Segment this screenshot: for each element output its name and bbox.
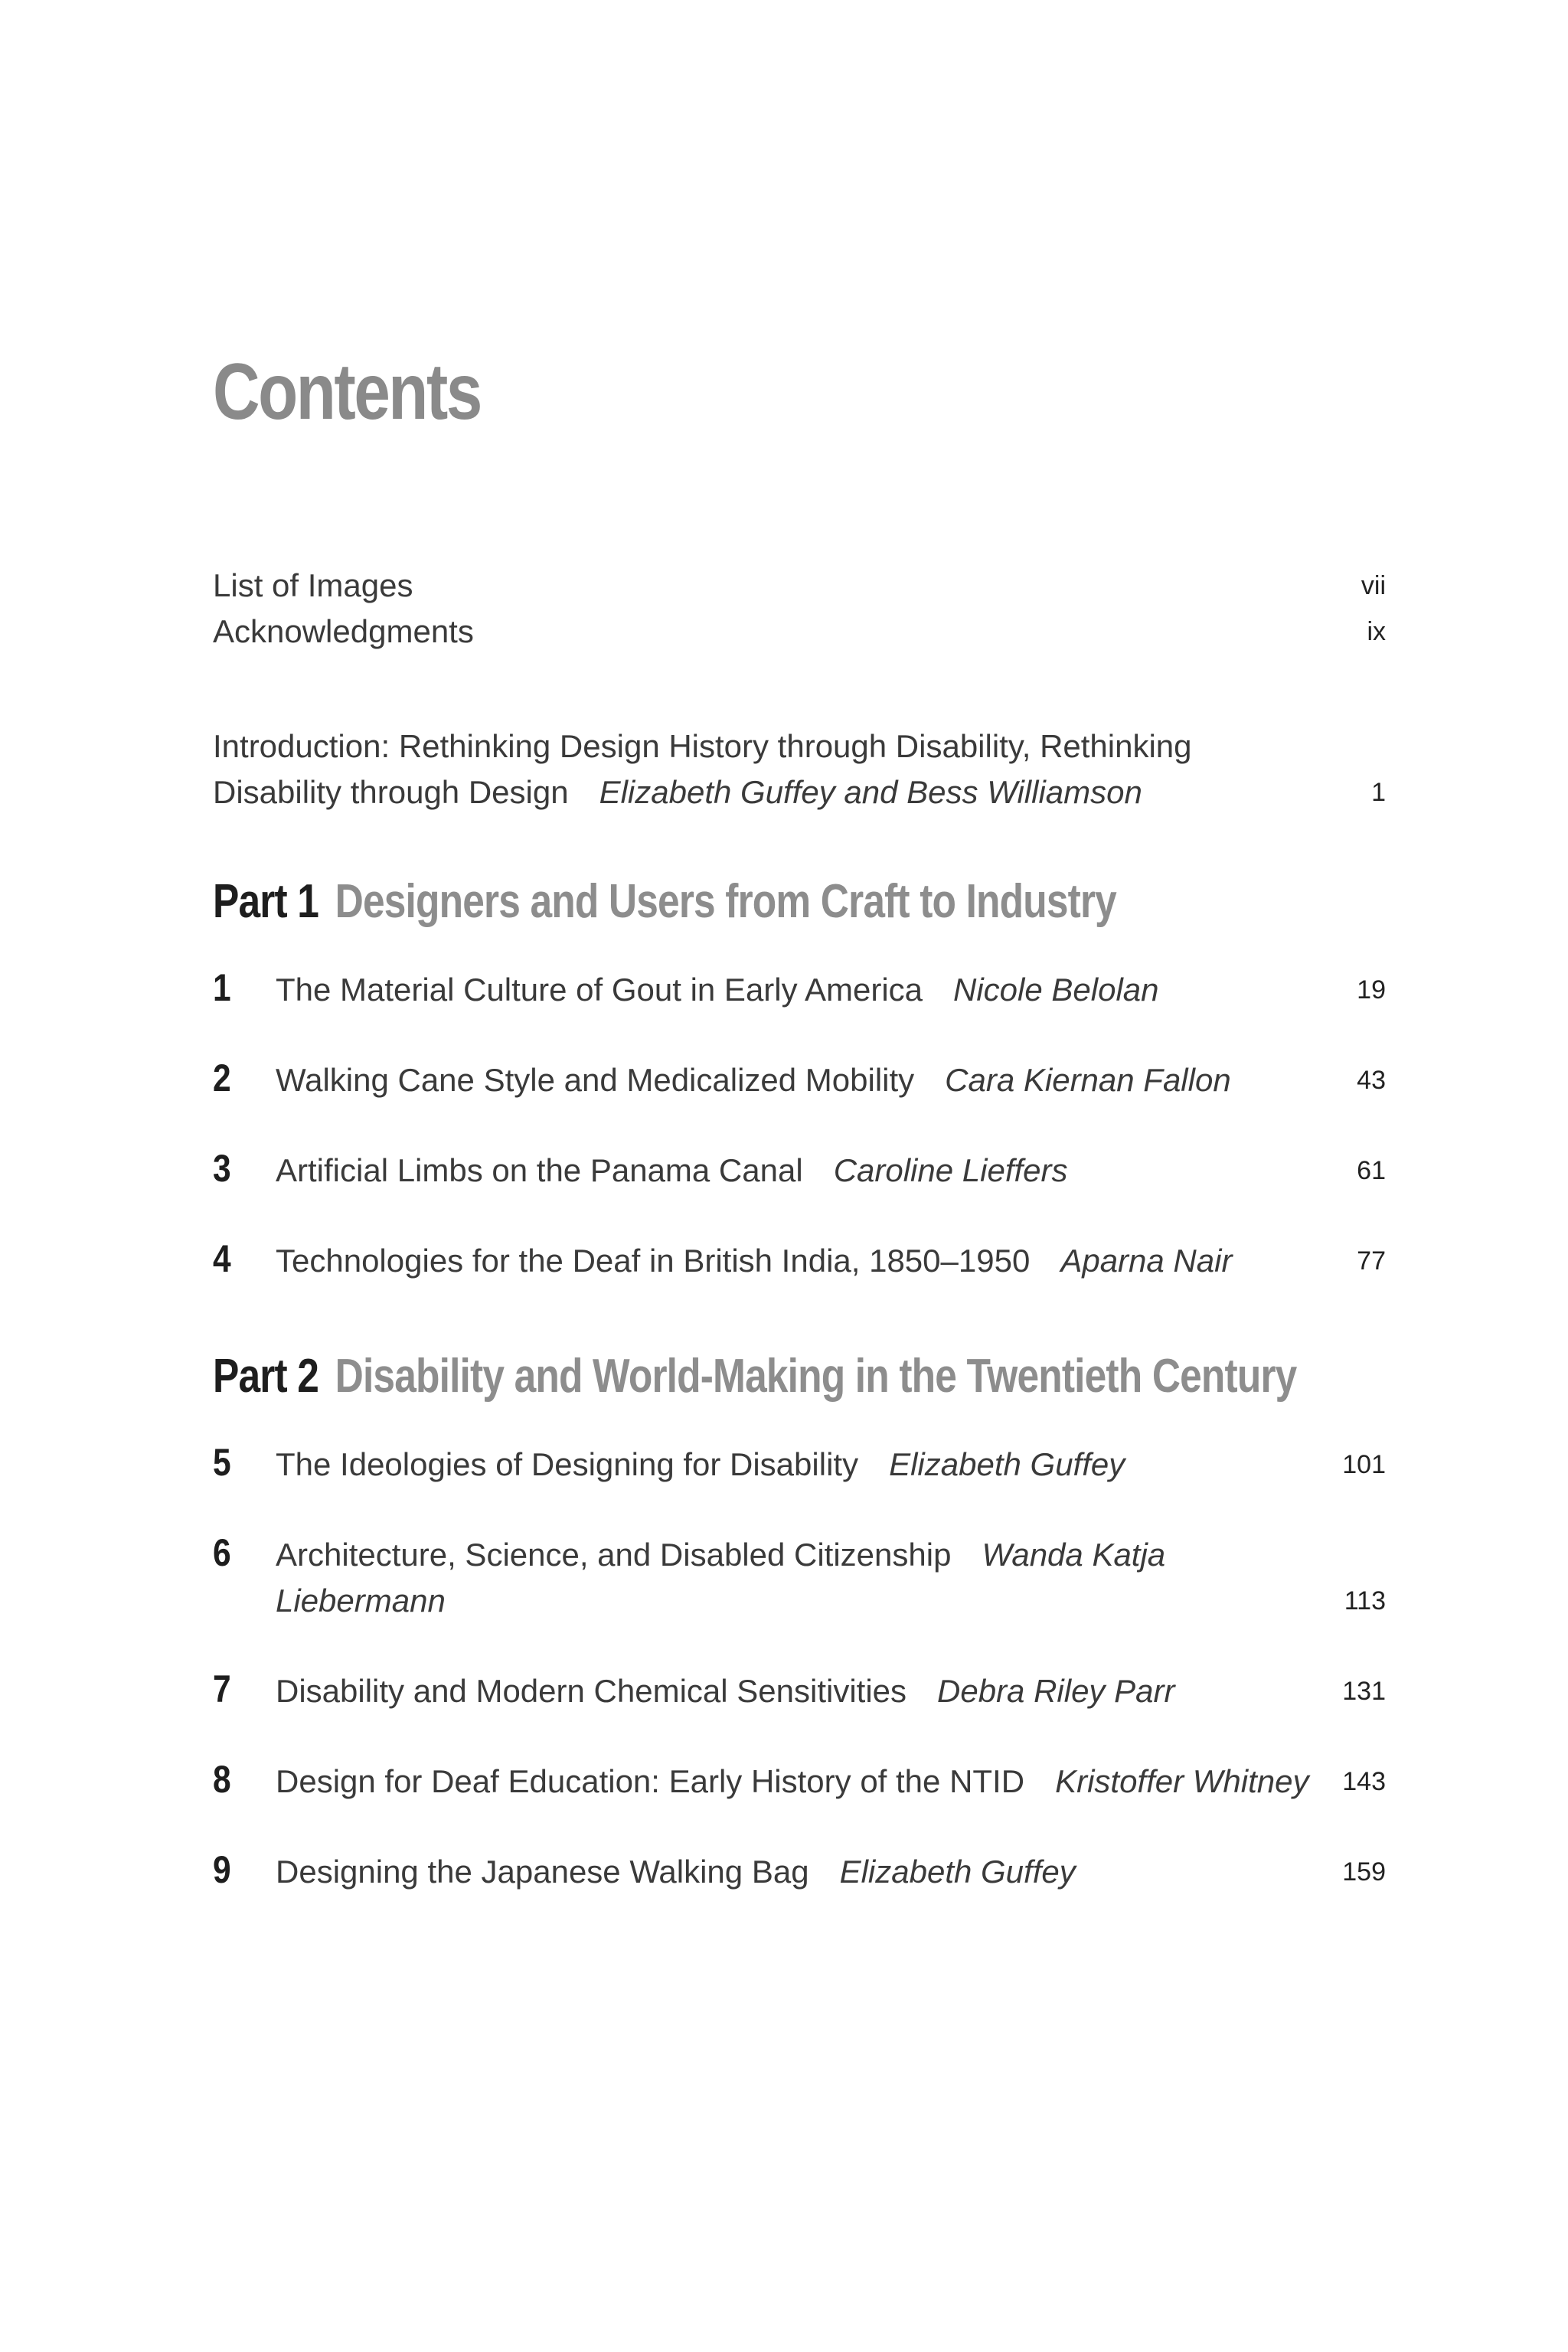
page-number: ix [1367,617,1386,646]
page-number: 101 [1342,1450,1386,1479]
toc-entry-chapter-3[interactable] [276,1148,1068,1194]
introduction-author: Elizabeth Guffey and Bess Williamson [599,774,1142,810]
page-number: 131 [1342,1677,1386,1706]
chapter-author: Kristoffer Whitney [1055,1763,1309,1799]
chapter-number: 8 [213,1758,231,1801]
part-heading-2 [213,1346,1296,1407]
toc-entry-chapter-4[interactable] [276,1238,1232,1284]
introduction-title-line2: Disability through Design [213,774,569,810]
toc-entry-list-of-images[interactable]: List of Images [213,567,413,603]
chapter-title: The Material Culture of Gout in Early America [276,972,923,1008]
toc-entry-chapter-1[interactable] [276,967,1159,1013]
part-heading-1 [213,871,1116,933]
toc-entry-chapter-9[interactable] [276,1849,1076,1895]
toc-entry-chapter-6-cont[interactable] [276,1578,446,1624]
toc-entry-chapter-7[interactable] [276,1668,1174,1714]
page-number: vii [1361,571,1386,600]
toc-entry-introduction-cont[interactable] [213,769,1142,815]
chapter-title: Walking Cane Style and Medicalized Mobility [276,1062,915,1098]
chapter-author: Elizabeth Guffey [839,1854,1076,1890]
chapter-title: Artificial Limbs on the Panama Canal [276,1152,803,1188]
chapter-author: Debra Riley Parr [937,1673,1175,1709]
chapter-author: Aparna Nair [1060,1243,1233,1279]
toc-entry-chapter-2[interactable] [276,1057,1231,1103]
chapter-title: Architecture, Science, and Disabled Citizenship [276,1537,952,1573]
page-number: 19 [1357,975,1386,1004]
page-number: 159 [1342,1857,1386,1886]
toc-entry-chapter-5[interactable] [276,1442,1125,1488]
chapter-title: Disability and Modern Chemical Sensitivities [276,1673,907,1709]
chapter-author: Caroline Lieffers [833,1152,1068,1188]
chapter-author: Elizabeth Guffey [889,1446,1125,1482]
page-number: 113 [1344,1586,1386,1615]
chapter-author-cont: Liebermann [276,1583,446,1619]
chapter-number: 4 [213,1237,231,1280]
page-number: 143 [1342,1767,1386,1796]
chapter-number: 7 [213,1668,231,1710]
part-title: Disability and World-Making in the Twentieth Century [335,1350,1297,1403]
chapter-number: 1 [213,966,231,1009]
page-number: 43 [1357,1066,1386,1095]
chapter-number: 6 [213,1531,231,1574]
part-label: Part 2 [213,1350,319,1403]
chapter-number: 5 [213,1441,231,1484]
page-number: 61 [1357,1156,1386,1185]
page-number: 1 [1371,778,1386,807]
chapter-title: Design for Deaf Education: Early History of the NTID [276,1763,1025,1799]
toc-entry-acknowledgments[interactable]: Acknowledgments [213,613,474,649]
toc-entry-chapter-6[interactable] [276,1532,1165,1578]
part-title: Designers and Users from Craft to Industry [335,875,1116,928]
part-label: Part 1 [213,875,319,928]
chapter-title: The Ideologies of Designing for Disability [276,1446,859,1482]
page-number: 77 [1357,1246,1386,1276]
chapter-author: Wanda Katja [982,1537,1166,1573]
introduction-title-line1: Introduction: Rethinking Design History through Disability, Rethinking [213,728,1192,764]
toc-entry-introduction[interactable] [213,724,1192,769]
chapter-number: 3 [213,1147,231,1190]
chapter-number: 9 [213,1848,231,1891]
chapter-title: Designing the Japanese Walking Bag [276,1854,809,1890]
chapter-title: Technologies for the Deaf in British India, 1850–1950 [276,1243,1031,1279]
chapter-number: 2 [213,1057,231,1099]
chapter-author: Nicole Belolan [953,972,1159,1008]
chapter-author: Cara Kiernan Fallon [945,1062,1231,1098]
page-title: Contents [213,348,481,436]
toc-entry-chapter-8[interactable] [276,1759,1309,1805]
